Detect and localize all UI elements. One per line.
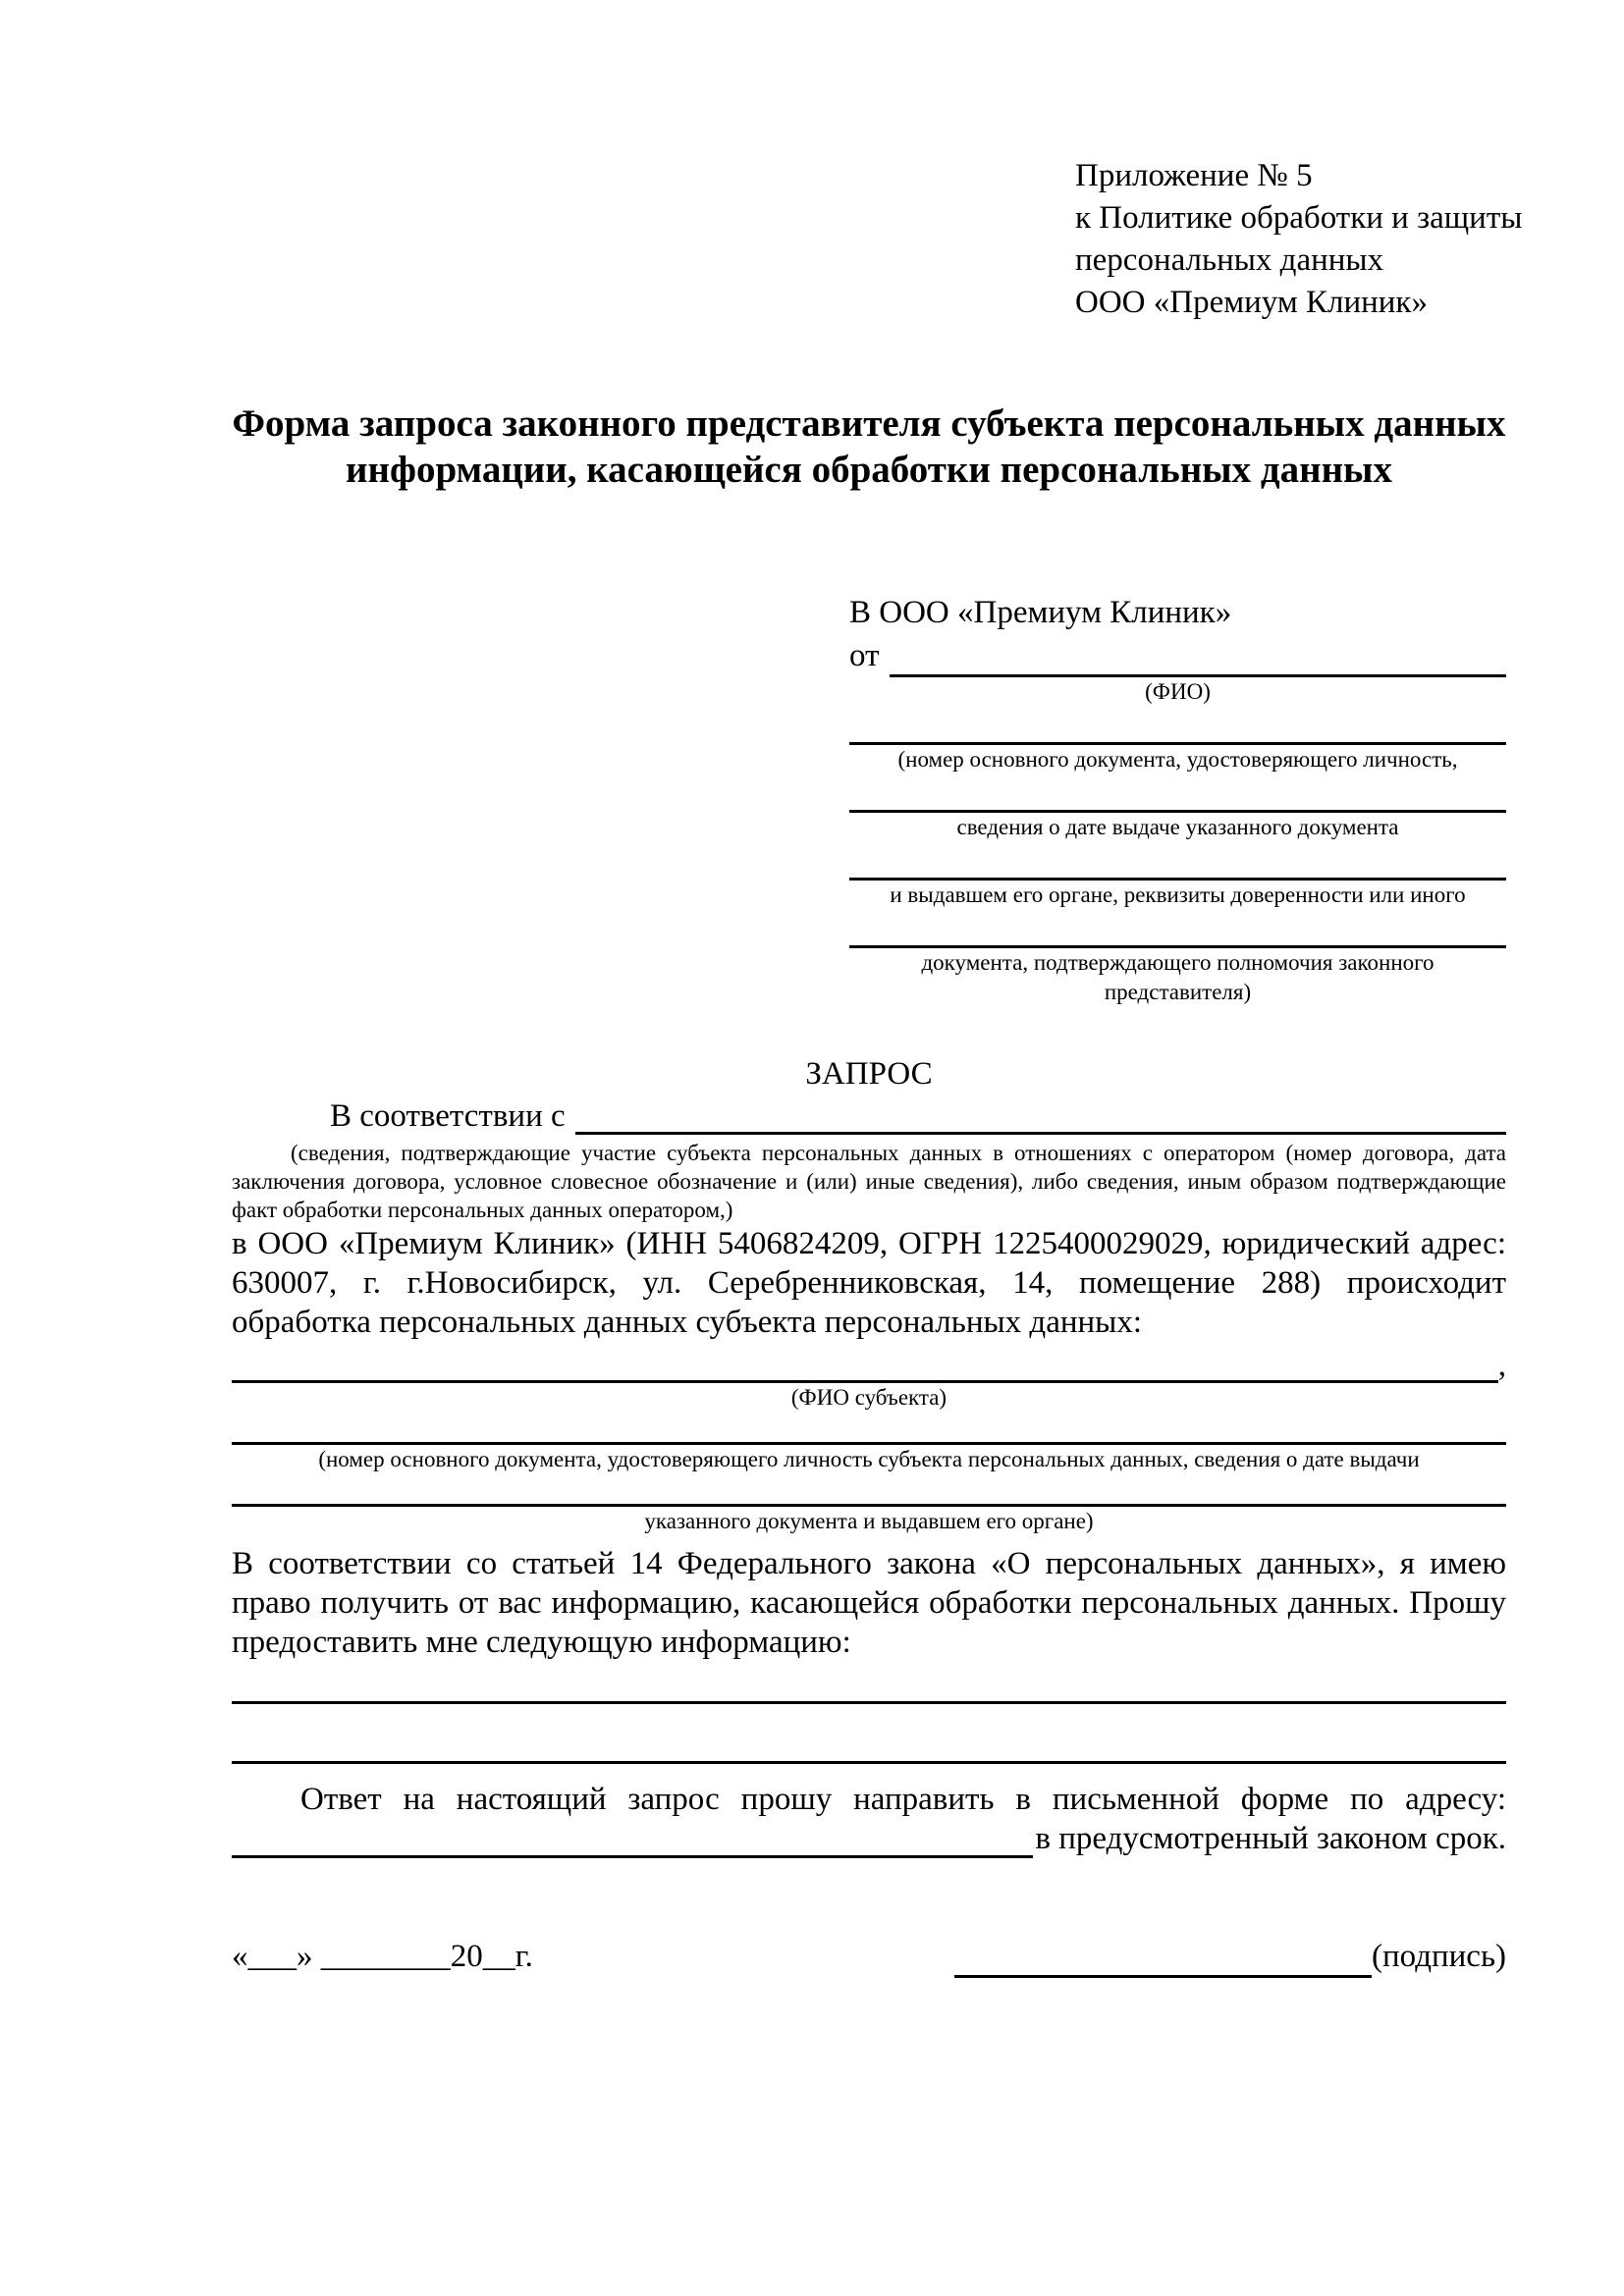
signature-area [954, 1935, 1506, 1978]
subject-doc-line-1[interactable] [232, 1413, 1506, 1445]
annex-note-line: Приложение № 5 [1075, 158, 1313, 193]
from-row [849, 634, 1506, 677]
signature-caption: (подпись) [1372, 1939, 1506, 1974]
subject-fio-row [232, 1342, 1506, 1383]
form-title [232, 400, 1506, 493]
from-label: от [849, 638, 880, 673]
representative-doc-caption-4: документа, подтверждающего полномочия законного представителя) [921, 950, 1435, 1004]
law-paragraph: В соответствии со статьей 14 Федерального закона «О персональных данных», я имею право получить от вас информацию, касающейся обработки персональных данных. Прошу предоставить мне следующую информацию: [232, 1546, 1506, 1660]
representative-name-line[interactable] [890, 639, 1507, 677]
subject-comma: , [1497, 1348, 1506, 1383]
subject-fio-caption: (ФИО субъекта) [790, 1385, 947, 1410]
accordance-note: (сведения, подтверждающие участие субъекта персональных данных в отношениях с оператором (номер договора, дата заключения договора, условное словесное обозначение и (или) иные сведения), либо сведения, иным образом подтверждающие факт обработки персональных данных оператором,) [232, 1141, 1506, 1222]
signature-line[interactable] [954, 1942, 1372, 1978]
accordance-fill-line[interactable] [575, 1096, 1506, 1135]
accordance-label: В соответствии с [330, 1098, 566, 1134]
subject-doc-caption-2: указанного документа и выдавшем его органе) [644, 1509, 1094, 1533]
addressee-org: В ООО «Премиум Клиник» [849, 595, 1232, 630]
accordance-row [232, 1095, 1506, 1135]
fio-caption: (ФИО) [1145, 679, 1211, 704]
reply-tail: в предусмотренный законом срок. [1035, 1821, 1506, 1856]
subject-doc-caption-1: (номер основного документа, удостоверяющего личность субъекта персональных данных, сведения о дате выдачи [318, 1447, 1420, 1471]
form-title-line-2: информации, касающейся обработки персональных данных [346, 449, 1392, 491]
representative-doc-caption-2: сведения о дате выдаче указанного документа [956, 815, 1399, 839]
subject-doc-line-2[interactable] [232, 1474, 1506, 1507]
addressee-block [849, 591, 1506, 1007]
info-request-line-2[interactable] [232, 1704, 1506, 1764]
representative-doc-line-1[interactable] [849, 707, 1506, 745]
annex-note [1075, 155, 1523, 324]
date-blank[interactable]: «___» ________20__г. [232, 1939, 533, 1974]
representative-doc-line-2[interactable] [849, 774, 1506, 813]
annex-note-line: к Политике обработки и защиты [1075, 200, 1523, 236]
reply-address-row [232, 1819, 1506, 1858]
representative-doc-line-3[interactable] [849, 842, 1506, 881]
operator-paragraph: в ООО «Премиум Клиник» (ИНН 5406824209, ОГРН 1225400029029, юридический адрес: 630007, г. г.Новосибирск, ул. Серебренниковская, 14, помещение 288) происходит обработка персональных данных субъекта персональных данных: [232, 1226, 1506, 1340]
info-request-line-1[interactable] [232, 1662, 1506, 1704]
representative-doc-caption-1: (номер основного документа, удостоверяющего личность, [897, 747, 1458, 772]
reply-address-paragraph: Ответ на настоящий запрос прошу направить в письменной форме по адресу: [300, 1782, 1506, 1817]
request-heading: ЗАПРОС [805, 1056, 933, 1092]
form-title-line-1: Форма запроса законного представителя субъекта персональных данных [232, 402, 1506, 445]
signature-row [232, 1935, 1506, 1978]
subject-fio-line[interactable] [232, 1345, 1498, 1383]
representative-doc-line-4[interactable] [849, 910, 1506, 948]
reply-address-line[interactable] [232, 1822, 1033, 1858]
annex-note-line: персональных данных [1075, 242, 1384, 278]
annex-note-line: ООО «Премиум Клиник» [1075, 285, 1428, 320]
representative-doc-caption-3: и выдавшем его органе, реквизиты доверенности или иного [890, 882, 1466, 907]
